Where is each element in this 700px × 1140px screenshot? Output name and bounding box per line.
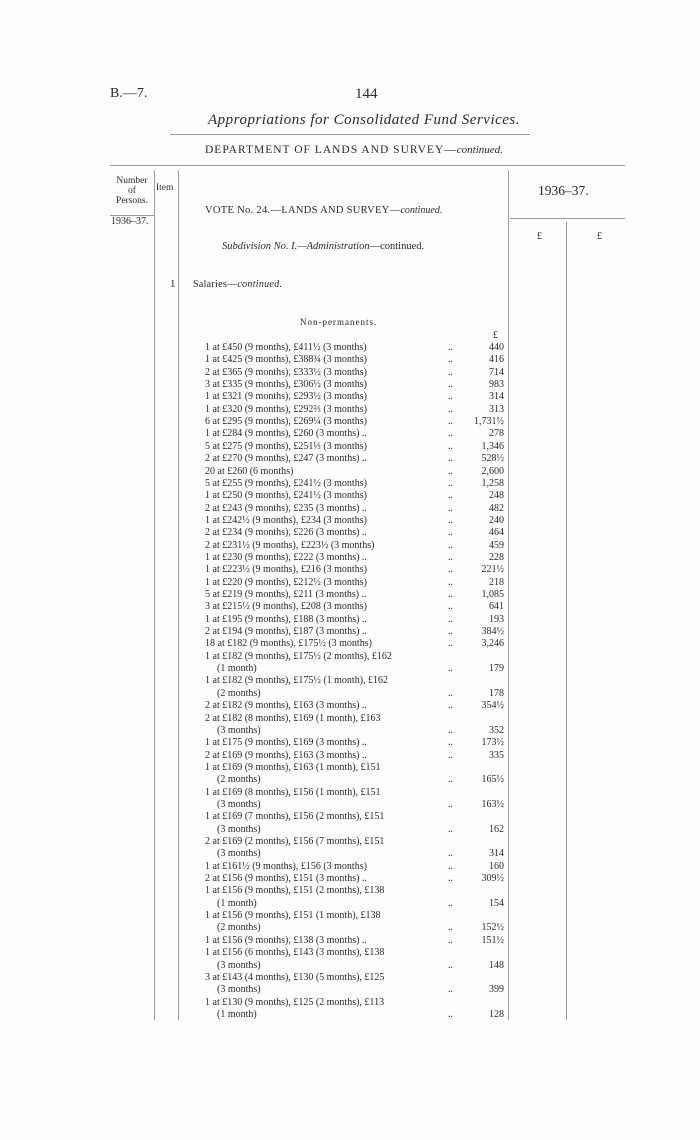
salary-row-text: 2 at £234 (9 months), £226 (3 months) ..	[205, 527, 367, 539]
salary-row-text: 1 at £156 (9 months), £151 (2 months), £138	[205, 885, 385, 897]
salary-row-text: 1 at £169 (9 months), £163 (1 month), £151	[205, 761, 381, 773]
salary-row-continuation: (3 months)	[217, 823, 261, 835]
subdivision-heading	[222, 241, 424, 252]
dot-leader: ..	[448, 502, 453, 514]
salary-row-text: 2 at £169 (9 months), £163 (3 months) ..	[205, 749, 367, 761]
salary-row-text: 3 at £215½ (9 months), £208 (3 months)	[205, 601, 367, 613]
vote-suffix: continued.	[400, 205, 443, 216]
year-subcol-divider	[566, 222, 567, 1020]
salary-row-amount: 179	[489, 663, 504, 675]
department-heading	[205, 144, 503, 156]
dot-leader: ..	[448, 403, 453, 415]
dot-leader: ..	[448, 539, 453, 551]
dot-leader: ..	[448, 428, 453, 440]
pound-header-a: £	[537, 231, 542, 242]
dot-leader: ..	[448, 416, 453, 428]
salary-row-text: 6 at £295 (9 months), £269¼ (3 months)	[205, 416, 367, 428]
salary-row-text: 2 at £182 (9 months), £163 (3 months) ..	[205, 700, 367, 712]
salary-row-amount: 178	[489, 687, 504, 699]
salary-row-amount: 335	[489, 749, 504, 761]
dot-leader: ..	[448, 354, 453, 366]
dot-leader: ..	[448, 601, 453, 613]
salaries-heading	[193, 279, 282, 290]
salary-row-amount: 228	[489, 551, 504, 563]
table-top-rule	[110, 165, 625, 166]
dot-leader: ..	[448, 440, 453, 452]
salary-row-amount: 151½	[481, 934, 504, 946]
salaries-label: Salaries—	[193, 279, 238, 290]
dot-leader: ..	[448, 477, 453, 489]
dot-leader: ..	[448, 798, 453, 810]
salary-row-amount: 314	[489, 391, 504, 403]
dot-leader: ..	[448, 551, 453, 563]
year-header-rule	[510, 218, 625, 219]
salary-row-text: 1 at £284 (9 months), £260 (3 months) ..	[205, 428, 367, 440]
salary-row-amount: 482	[489, 502, 504, 514]
salary-row-continuation: (1 month)	[217, 663, 257, 675]
dot-leader: ..	[448, 934, 453, 946]
dot-leader: ..	[448, 366, 453, 378]
salary-row-amount: 641	[489, 601, 504, 613]
dot-leader: ..	[448, 774, 453, 786]
dot-leader: ..	[448, 687, 453, 699]
salary-row-text: 1 at £250 (9 months), £241½ (3 months)	[205, 490, 367, 502]
document-reference: B.—7.	[110, 86, 148, 101]
salary-row-continuation: (2 months)	[217, 687, 261, 699]
salary-row-continuation: (1 month)	[217, 1008, 257, 1020]
item-col-divider	[178, 170, 179, 1020]
dot-leader: ..	[448, 873, 453, 885]
salary-row-continuation: (3 months)	[217, 959, 261, 971]
dot-leader: ..	[448, 638, 453, 650]
salary-row-amount: 1,085	[481, 589, 504, 600]
year-column-header: 1936–37.	[538, 183, 589, 198]
title-rule	[170, 134, 530, 135]
salary-row-continuation: (2 months)	[217, 774, 261, 786]
salary-row-amount: 354½	[481, 700, 504, 712]
number-of-persons-header: Number of Persons.	[116, 176, 148, 206]
dot-leader: ..	[448, 737, 453, 749]
salary-row-text: 1 at £195 (9 months), £188 (3 months) ..	[205, 613, 367, 625]
salary-row-text: 5 at £255 (9 months), £241½ (3 months)	[205, 477, 367, 489]
dot-leader: ..	[448, 527, 453, 539]
salary-row-text: 5 at £219 (9 months), £211 (3 months) ..	[205, 589, 367, 600]
salary-row-text: 1 at £321 (9 months), £293½ (3 months)	[205, 391, 367, 403]
salary-row-text: 1 at £230 (9 months), £222 (3 months) ..	[205, 551, 367, 563]
salary-row-amount: 162	[489, 823, 504, 835]
salary-row-amount: 163½	[481, 798, 504, 810]
salary-row-text: 1 at £130 (9 months), £125 (2 months), £113	[205, 996, 385, 1008]
salary-row-amount: 416	[489, 354, 504, 366]
salary-row-amount: 165½	[481, 774, 504, 786]
salary-row-text: 1 at £425 (9 months), £388¾ (3 months)	[205, 354, 367, 366]
salary-row-amount: 384½	[481, 626, 504, 638]
dot-leader: ..	[448, 897, 453, 909]
salary-row-amount: 309½	[481, 873, 504, 885]
salary-row-text: 1 at £450 (9 months), £411½ (3 months)	[205, 342, 367, 353]
salaries-suffix: continued.	[237, 279, 283, 290]
dot-leader: ..	[448, 514, 453, 526]
salary-row-text: 2 at £365 (9 months), £333½ (3 months)	[205, 366, 367, 378]
dot-leader: ..	[448, 959, 453, 971]
salary-row-amount: 218	[489, 576, 504, 588]
salary-row-text: 1 at £175 (9 months), £169 (3 months) ..	[205, 737, 367, 749]
salary-row-text: 1 at £156 (9 months), £151 (1 month), £138	[205, 910, 381, 922]
salary-row-text: 2 at £156 (9 months), £151 (3 months) ..	[205, 873, 367, 885]
salary-row-text: 1 at £169 (8 months), £156 (1 month), £151	[205, 786, 381, 798]
department-name: DEPARTMENT OF LANDS AND SURVEY—	[205, 144, 457, 156]
salary-row-amount: 459	[489, 539, 504, 551]
salary-row-amount: 983	[489, 379, 504, 391]
salary-row-amount: 1,258	[481, 477, 504, 489]
dot-leader: ..	[448, 700, 453, 712]
dot-leader: ..	[448, 749, 453, 761]
dot-leader: ..	[448, 860, 453, 872]
vote-heading	[205, 205, 442, 216]
salary-row-amount: 528½	[481, 453, 504, 465]
salary-row-amount: 399	[489, 984, 504, 996]
amount-col-divider	[508, 170, 509, 1020]
salary-row-amount: 248	[489, 490, 504, 502]
salary-row-amount: 313	[489, 403, 504, 415]
salary-row-text: 2 at £182 (8 months), £169 (1 month), £163	[205, 712, 381, 724]
salary-row-amount: 440	[489, 342, 504, 353]
department-suffix: continued.	[456, 144, 503, 156]
dot-leader: ..	[448, 453, 453, 465]
salary-row-text: 1 at £182 (9 months), £175½ (2 months), £162	[205, 650, 392, 662]
salary-row-amount: 2,600	[481, 465, 504, 477]
salary-row-amount: 314	[489, 848, 504, 860]
dot-leader: ..	[448, 490, 453, 502]
salary-row-amount: 1,346	[481, 440, 504, 452]
salary-row-text: 1 at £220 (9 months), £212½ (3 months)	[205, 576, 367, 588]
salary-row-continuation: (3 months)	[217, 798, 261, 810]
vote-label: VOTE No. 24.—LANDS AND SURVEY—	[205, 205, 401, 216]
dot-leader: ..	[448, 663, 453, 675]
persons-col-divider	[154, 170, 155, 1020]
salary-row-text: 1 at £223½ (9 months), £216 (3 months)	[205, 564, 367, 576]
salary-row-continuation: (3 months)	[217, 724, 261, 736]
subdivision-suffix: —continued.	[369, 241, 425, 252]
salary-row-amount: 160	[489, 860, 504, 872]
salary-row-text: 1 at £320 (9 months), £292⅔ (3 months)	[205, 403, 367, 415]
salary-row-text: 2 at £169 (2 months), £156 (7 months), £151	[205, 836, 385, 847]
salary-row-text: 3 at £335 (9 months), £306½ (3 months)	[205, 379, 367, 391]
salary-row-amount: 193	[489, 613, 504, 625]
salary-row-amount: 240	[489, 514, 504, 526]
page-title: Appropriations for Consolidated Fund Services.	[208, 112, 521, 128]
salary-row-text: 1 at £182 (9 months), £175½ (1 month), £162	[205, 675, 389, 687]
dot-leader: ..	[448, 1008, 453, 1020]
dot-leader: ..	[448, 626, 453, 638]
salary-row-amount: 152½	[481, 922, 504, 934]
salary-row-text: 18 at £182 (9 months), £175½ (3 months)	[205, 638, 372, 650]
amount-pound-symbol: £	[493, 330, 498, 341]
dot-leader: ..	[448, 922, 453, 934]
dot-leader: ..	[448, 848, 453, 860]
item-header: Item	[156, 183, 174, 193]
salary-row-continuation: (1 month)	[217, 897, 257, 909]
salary-row-text: 20 at £260 (6 months)	[205, 465, 294, 477]
dot-leader: ..	[448, 576, 453, 588]
pound-header-b: £	[597, 231, 602, 242]
salary-row-amount: 352	[489, 724, 504, 736]
dot-leader: ..	[448, 589, 453, 600]
salary-row-text: 1 at £156 (6 months), £143 (3 months), £138	[205, 947, 385, 959]
dot-leader: ..	[448, 391, 453, 403]
salary-row-text: 2 at £231½ (9 months), £223½ (3 months)	[205, 539, 375, 551]
dot-leader: ..	[448, 379, 453, 391]
salary-row-text: 2 at £194 (9 months), £187 (3 months) ..	[205, 626, 367, 638]
salary-row-text: 2 at £243 (9 months), £235 (3 months) ..	[205, 502, 367, 514]
salary-row-text: 1 at £242½ (9 months), £234 (3 months)	[205, 514, 367, 526]
salary-row-amount: 278	[489, 428, 504, 440]
dot-leader: ..	[448, 724, 453, 736]
salary-row-text: 3 at £143 (4 months), £130 (5 months), £125	[205, 971, 385, 983]
salary-row-text: 5 at £275 (9 months), £251⅓ (3 months)	[205, 440, 367, 452]
item-number: 1	[170, 278, 176, 290]
salary-row-amount: 148	[489, 959, 504, 971]
subdivision-label: Subdivision No. I.—Administration	[222, 241, 370, 252]
salary-row-amount: 714	[489, 366, 504, 378]
salary-row-continuation: (3 months)	[217, 984, 261, 996]
salary-row-continuation: (3 months)	[217, 848, 261, 860]
section-heading: Non-permanents.	[300, 317, 378, 327]
dot-leader: ..	[448, 564, 453, 576]
salary-row-text: 2 at £270 (9 months), £247 (3 months) ..	[205, 453, 367, 465]
salary-row-text: 1 at £156 (9 months), £138 (3 months) ..	[205, 934, 367, 946]
salary-row-amount: 173½	[481, 737, 504, 749]
salary-row-amount: 221½	[481, 564, 504, 576]
salary-row-continuation: (2 months)	[217, 922, 261, 934]
salary-row-text: 1 at £169 (7 months), £156 (2 months), £151	[205, 811, 385, 823]
dot-leader: ..	[448, 823, 453, 835]
salary-row-amount: 1,731½	[474, 416, 504, 428]
dot-leader: ..	[448, 984, 453, 996]
dot-leader: ..	[448, 613, 453, 625]
dot-leader: ..	[448, 342, 453, 353]
page-number: 144	[355, 86, 378, 102]
salary-row-amount: 3,246	[481, 638, 504, 650]
salary-row-text: 1 at £161½ (9 months), £156 (3 months)	[205, 860, 367, 872]
salary-row-amount: 464	[489, 527, 504, 539]
salary-row-amount: 154	[489, 897, 504, 909]
salary-row-amount: 128	[489, 1008, 504, 1020]
dot-leader: ..	[448, 465, 453, 477]
persons-year-label: 1936–37.	[111, 216, 149, 227]
